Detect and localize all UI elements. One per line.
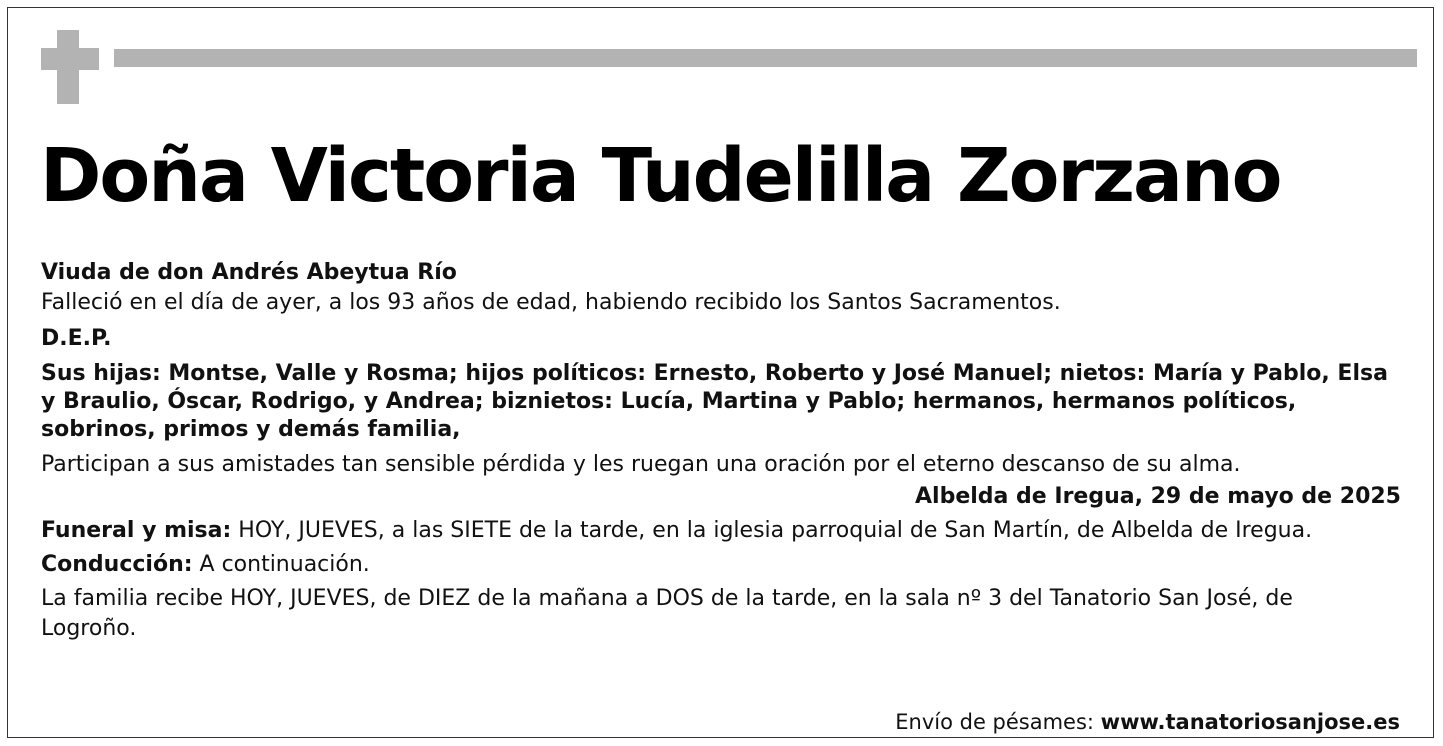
death-notice: Falleció en el día de ayer, a los 93 años de edad, habiendo recibido los Santos Sacramentos.	[41, 290, 1061, 315]
conduction-text: A continuación.	[192, 552, 370, 577]
condolences-link[interactable]: www.tanatoriosanjose.es	[1100, 710, 1400, 734]
funeral-info	[41, 516, 1351, 546]
conduction-label: Conducción:	[41, 552, 193, 577]
deceased-name: Doña Victoria Tudelilla Zorzano	[40, 133, 1281, 219]
conduction-info	[41, 550, 1351, 580]
funeral-text: HOY, JUEVES, a las SIETE de la tarde, en la iglesia parroquial de San Martín, de Albelda de Iregua.	[231, 518, 1313, 543]
header-rule	[114, 49, 1417, 67]
family-list: Sus hijas: Montse, Valle y Rosma; hijos políticos: Ernesto, Roberto y José Manuel; nietos: María y Pablo, Elsa y Braulio, Óscar, Rodrigo, y Andrea; biznietos: Lucía, Martina y Pablo; hermanos, hermanos políticos, sobrinos, primos y demás familia,	[41, 361, 1388, 442]
notice-body	[41, 258, 1411, 644]
place-date: Albelda de Iregua, 29 de mayo de 2025	[915, 484, 1401, 509]
reception-info: La familia recibe HOY, JUEVES, de DIEZ de la mañana a DOS de la tarde, en la sala nº 3 del Tanatorio San José, de Logroño.	[41, 586, 1293, 641]
condolences-footer	[895, 708, 1400, 736]
announcement: Participan a sus amistades tan sensible pérdida y les ruegan una oración por el eterno descanso de su alma.	[41, 452, 1241, 477]
cross-icon-arm	[41, 48, 99, 70]
rip: D.E.P.	[41, 326, 112, 351]
funeral-label: Funeral y misa:	[41, 518, 232, 543]
widow-of: Viuda de don Andrés Abeytua Río	[41, 260, 457, 285]
condolences-label: Envío de pésames:	[895, 710, 1101, 734]
